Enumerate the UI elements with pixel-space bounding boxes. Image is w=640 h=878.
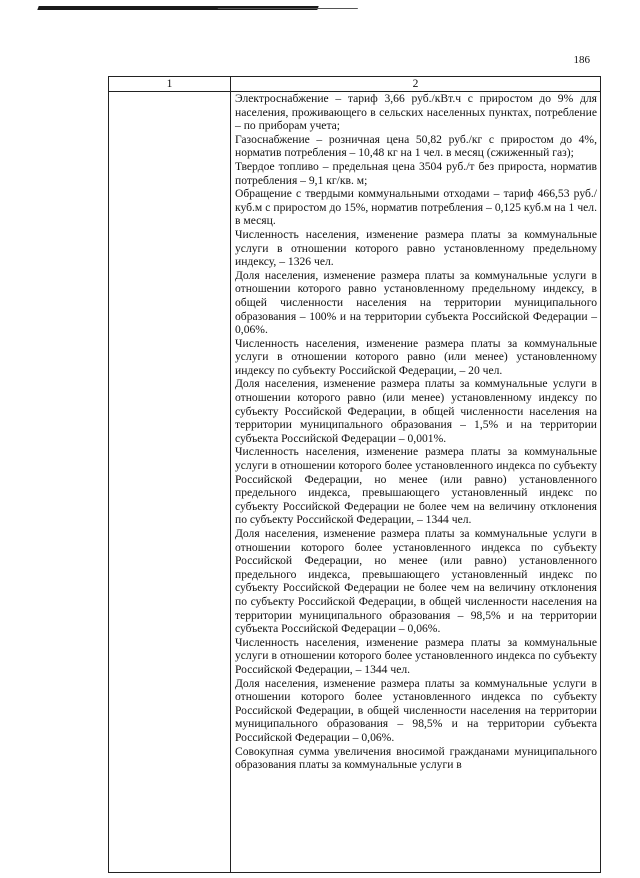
paragraph: Обращение с твердыми коммунальными отходами – тариф 466,53 руб./куб.м с приростом до 15%, норматив потребления – 0,125 куб.м на 1 чел. в месяц. — [235, 187, 597, 228]
table-cell-right — [231, 92, 601, 873]
paragraph: Электроснабжение – тариф 3,66 руб./кВт.ч с приростом до 9% для населения, проживающего в сельских населенных пунктах, потребление – по приборам учета; — [235, 92, 597, 133]
paragraph: Численность населения, изменение размера платы за коммунальные услуги в отношении которого более установленного индекса по субъекту Российской Федерации, – 1344 чел. — [235, 635, 597, 676]
paragraph: Доля населения, изменение размера платы за коммунальные услуги в отношении которого равно (или менее) установленному индексу по субъекту Российской Федерации, в общей численности населения на территории муниципального образования – 1,5% и на территории субъекта Российской Федерации – 0,001%. — [235, 377, 597, 445]
paragraph: Доля населения, изменение размера платы за коммунальные услуги в отношении которого равно установленному предельному индексу, в общей численности населения на территории муниципального образования – 100% и на территории субъекта Российской Федерации – 0,06%. — [235, 268, 597, 337]
page-number: 186 — [573, 54, 590, 66]
table-row — [109, 92, 601, 873]
scan-artifact-bar — [37, 6, 318, 10]
paragraph: Твердое топливо – предельная цена 3504 руб./т без прироста, норматив потребления – 9,1 кг/кв. м; — [235, 159, 597, 187]
table-cell-left — [109, 92, 231, 873]
column-header-2: 2 — [231, 77, 601, 92]
paragraph: Газоснабжение – розничная цена 50,82 руб./кг с приростом до 4%, норматив потребления – 10,48 кг на 1 чел. в месяц (сжиженный газ); — [235, 132, 597, 160]
paragraph: Численность населения, изменение размера платы за коммунальные услуги в отношении которого равно (или менее) установленному индексу по субъекту Российской Федерации, – 20 чел. — [235, 336, 597, 377]
paragraph: Численность населения, изменение размера платы за коммунальные услуги в отношении которого равно установленному предельному индексу, – 1326 чел. — [235, 227, 597, 269]
column-header-1: 1 — [109, 77, 231, 92]
document-table — [108, 76, 601, 873]
paragraph: Численность населения, изменение размера платы за коммунальные услуги в отношении которого более установленного индекса по субъекту Российской Федерации, но менее (или равно) установленного предельного индекса, превышающего установленный индекс по субъекту Российской Федерации не более чем на величину отклонения по субъекту Российской Федерации, – 1344 чел. — [235, 445, 597, 527]
paragraph: Доля населения, изменение размера платы за коммунальные услуги в отношении которого более установленного индекса по субъекту Российской Федерации, в общей численности населения на территории муниципального образования – 98,5% и на территории субъекта Российской Федерации – 0,06%. — [235, 676, 597, 744]
table-header-row — [109, 77, 601, 92]
paragraph: Совокупная сумма увеличения вносимой гражданами муниципального образования платы за коммунальные услуги в — [235, 744, 597, 772]
cell-text-block — [231, 92, 600, 872]
paragraph: Доля населения, изменение размера платы за коммунальные услуги в отношении которого более установленного индекса по субъекту Российской Федерации, но менее (или равно) установленного предельного индекса, превышающего установленный индекс по субъекту Российской Федерации не более чем на величину отклонения по субъекту Российской Федерации, в общей численности населения на территории муниципального образования – 98,5% и на территории субъекта Российской Федерации – 0,06%. — [235, 527, 597, 636]
